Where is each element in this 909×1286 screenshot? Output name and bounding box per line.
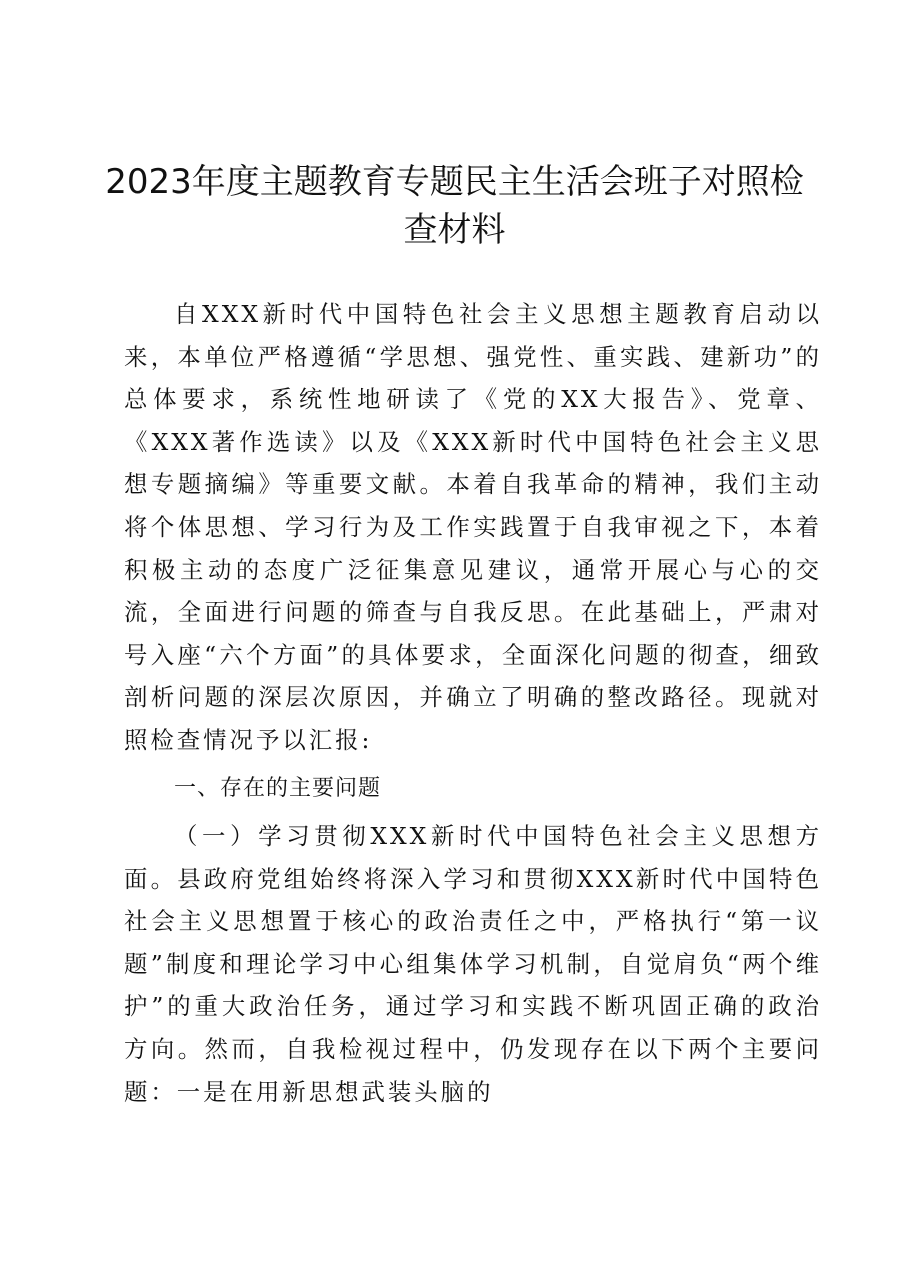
intro-paragraph: 自XXX新时代中国特色社会主义思想主题教育启动以来，本单位严格遵循“学思想、强党性、重实践、建新功”的总体要求，系统性地研读了《党的XX大报告》、党章、《XXX著作选读》以及《XXX新时代中国特色社会主义思想专题摘编》等重要文献。本着自我革命的精神，我们主动将个体思想、学习行为及工作实践置于自我审视之下，本着积极主动的态度广泛征集意见建议，通常开展心与心的交流，全面进行问题的筛查与自我反思。在此基础上，严肃对号入座“六个方面”的具体要求，全面深化问题的彻查，细致剖析问题的深层次原因，并确立了明确的整改路径。现就对照检查情况予以汇报:: [124, 300, 822, 754]
section-heading: 一、存在的主要问题: [174, 776, 382, 801]
document-title: 2023年度主题教育专题民主生活会班子对照检查材料: [105, 162, 804, 250]
section-paragraph: （一）学习贯彻XXX新时代中国特色社会主义思想方面。县政府党组始终将深入学习和贯彻XXX新时代中国特色社会主义思想置于核心的政治责任之中，严格执行“第一议题”制度和理论学习中心组集体学习机制，自觉肩负“两个维护”的重大政治任务，通过学习和实践不断巩固正确的政治方向。然而，自我检视过程中，仍发现存在以下两个主要问题：一是在用新思想武装头脑的: [124, 822, 822, 1106]
